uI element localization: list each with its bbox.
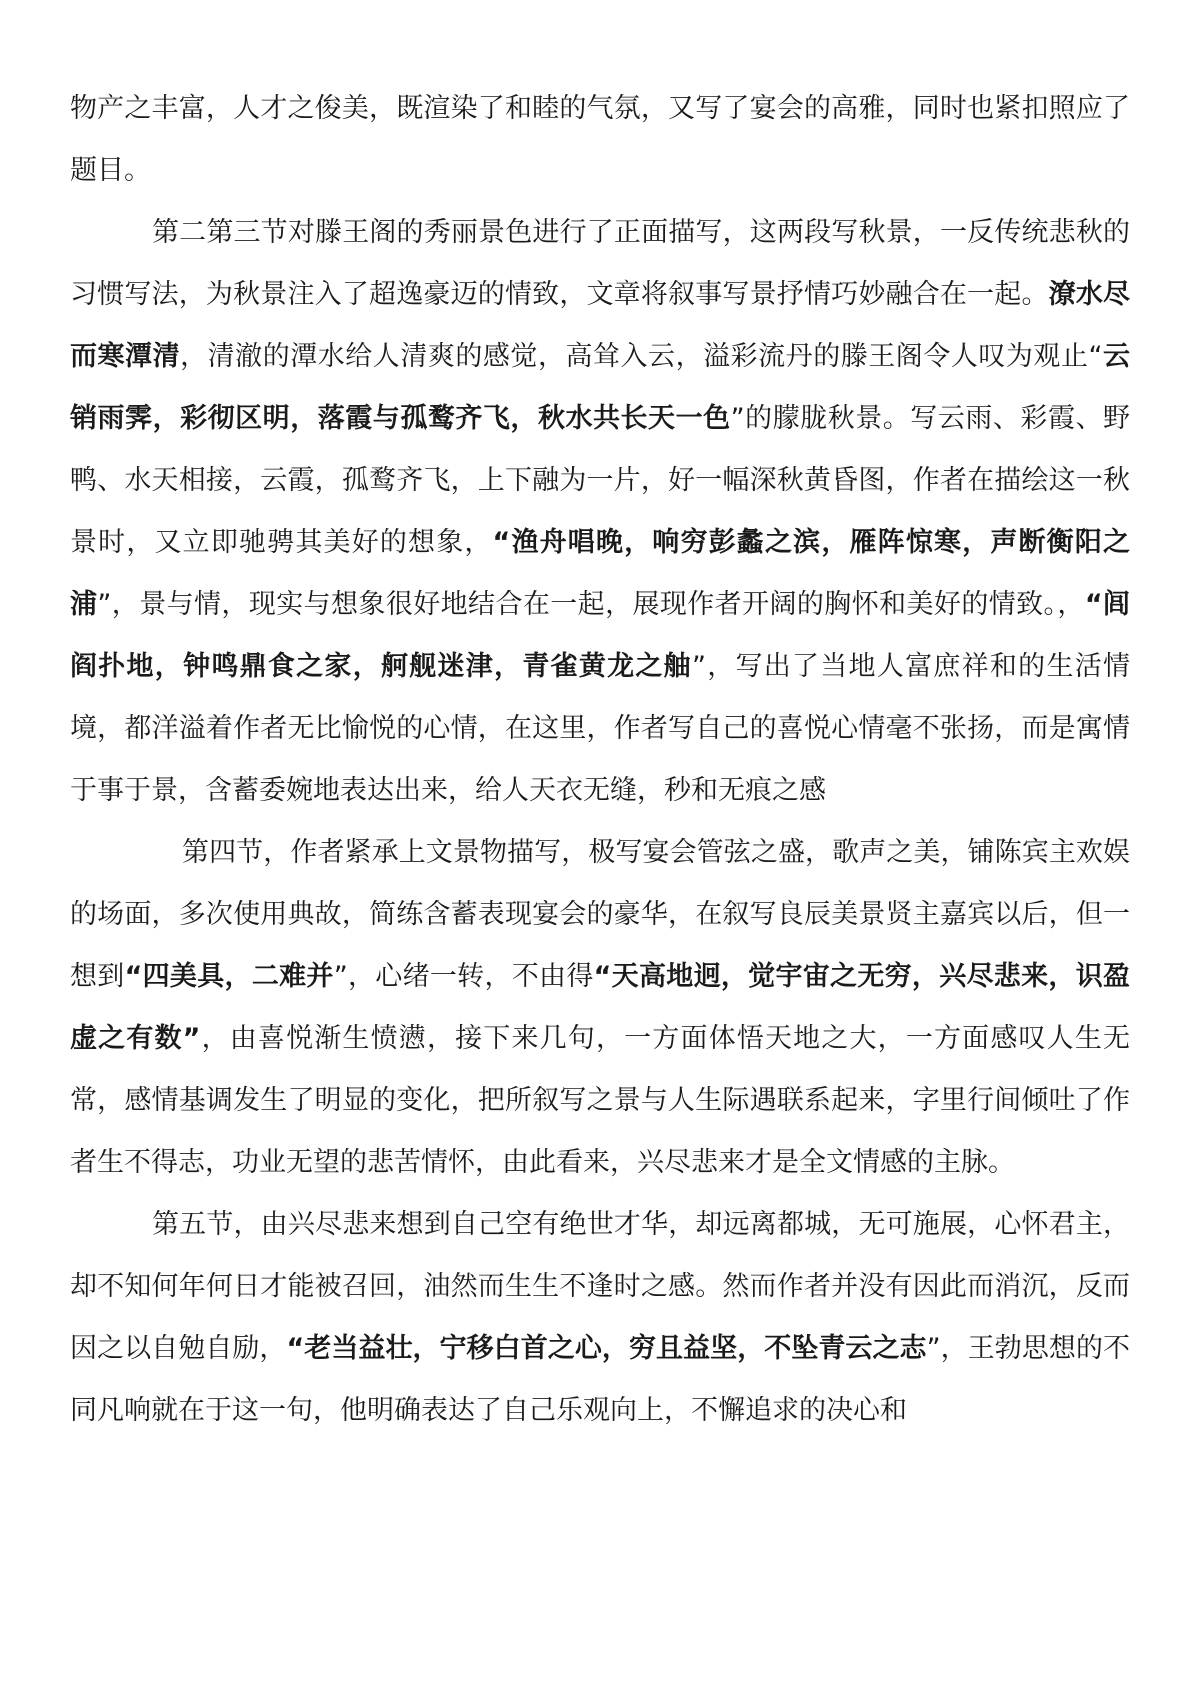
text-run: 物产之丰富，人才之俊美，既渲染了和睦的气氛，又写了宴会的高雅，同时也紧扣照应了题目。 (70, 93, 1130, 186)
bold-quote: “闾阎扑地，钟鸣鼎食之家，舸舰迷津，青雀黄龙之舳 (70, 589, 1130, 682)
document-page (70, 78, 1130, 1442)
bold-quote: 云销雨霁，彩彻区明，落霞与孤鹜齐飞，秋水共长天一色 (70, 341, 1130, 434)
text-run: ”，写出了当地人富庶祥和的生活情境，都洋溢着作者无比愉悦的心情，在这里，作者写自己的喜悦心情毫不张扬，而是寓情于事于景，含蓄委婉地表达出来，给人天衣无缝，秒和无痕之感 (70, 651, 1130, 806)
paragraph-intro-continuation (70, 78, 1130, 202)
text-run: ”，王勃思想的不同凡响就在于这一句，他明确表达了自己乐观向上，不懈追求的决心和 (70, 1333, 1131, 1426)
text-run: 第四节，作者紧承上文景物描写，极写宴会管弦之盛，歌声之美，铺陈宾主欢娱的场面，多次使用典故，简练含蓄表现宴会的豪华，在叙写良辰美景贤主嘉宾以后，但一想到 (70, 837, 1130, 992)
bold-quote: “四美具，二难并 (124, 961, 334, 992)
bold-quote: “天高地迥，觉宇宙之无穷，兴尽悲来，识盈虚之有数” (70, 961, 1130, 1054)
paragraph-sections-2-3 (70, 202, 1130, 822)
text-run: ”的朦胧秋景。写云雨、彩霞、野鸭、水天相接，云霞，孤鹜齐飞，上下融为一片，好一幅深秋黄昏图，作者在描绘这一秋景时，又立即驰骋其美好的想象， (70, 403, 1130, 558)
bold-quote: “渔舟唱晚，响穷彭蠡之滨，雁阵惊寒，声断衡阳之浦 (70, 527, 1131, 620)
paragraph-section-4 (70, 822, 1130, 1194)
text-run: ”，景与情，现实与想象很好地结合在一起，展现作者开阔的胸怀和美好的情致。， (97, 589, 1085, 620)
text-run: 第二第三节对滕王阁的秀丽景色进行了正面描写，这两段写秋景，一反传统悲秋的习惯写法，为秋景注入了超逸豪迈的情致，文章将叙事写景抒情巧妙融合在一起。 (70, 217, 1130, 310)
bold-quote: 潦水尽而寒潭清 (70, 279, 1131, 372)
text-run: ”，心绪一转，不由得 (333, 961, 594, 992)
text-run: ，清澈的潭水给人清爽的感觉，高耸入云，溢彩流丹的滕王阁令人叹为观止“ (180, 341, 1103, 372)
paragraph-section-5 (70, 1194, 1130, 1442)
text-run: ，由喜悦渐生愤懑，接下来几句，一方面体悟天地之大，一方面感叹人生无常，感情基调发生了明显的变化，把所叙写之景与人生际遇联系起来，字里行间倾吐了作者生不得志，功业无望的悲苦情怀，由此看来，兴尽悲来才是全文情感的主脉。 (70, 1023, 1130, 1178)
bold-quote: “老当益壮，宁移白首之心，穷且益坚，不坠青云之志 (286, 1333, 927, 1364)
text-run: 第五节，由兴尽悲来想到自己空有绝世才华，却远离都城，无可施展，心怀君主，却不知何年何日才能被召回，油然而生生不逢时之感。然而作者并没有因此而消沉，反而因之以自勉自励， (70, 1209, 1130, 1364)
